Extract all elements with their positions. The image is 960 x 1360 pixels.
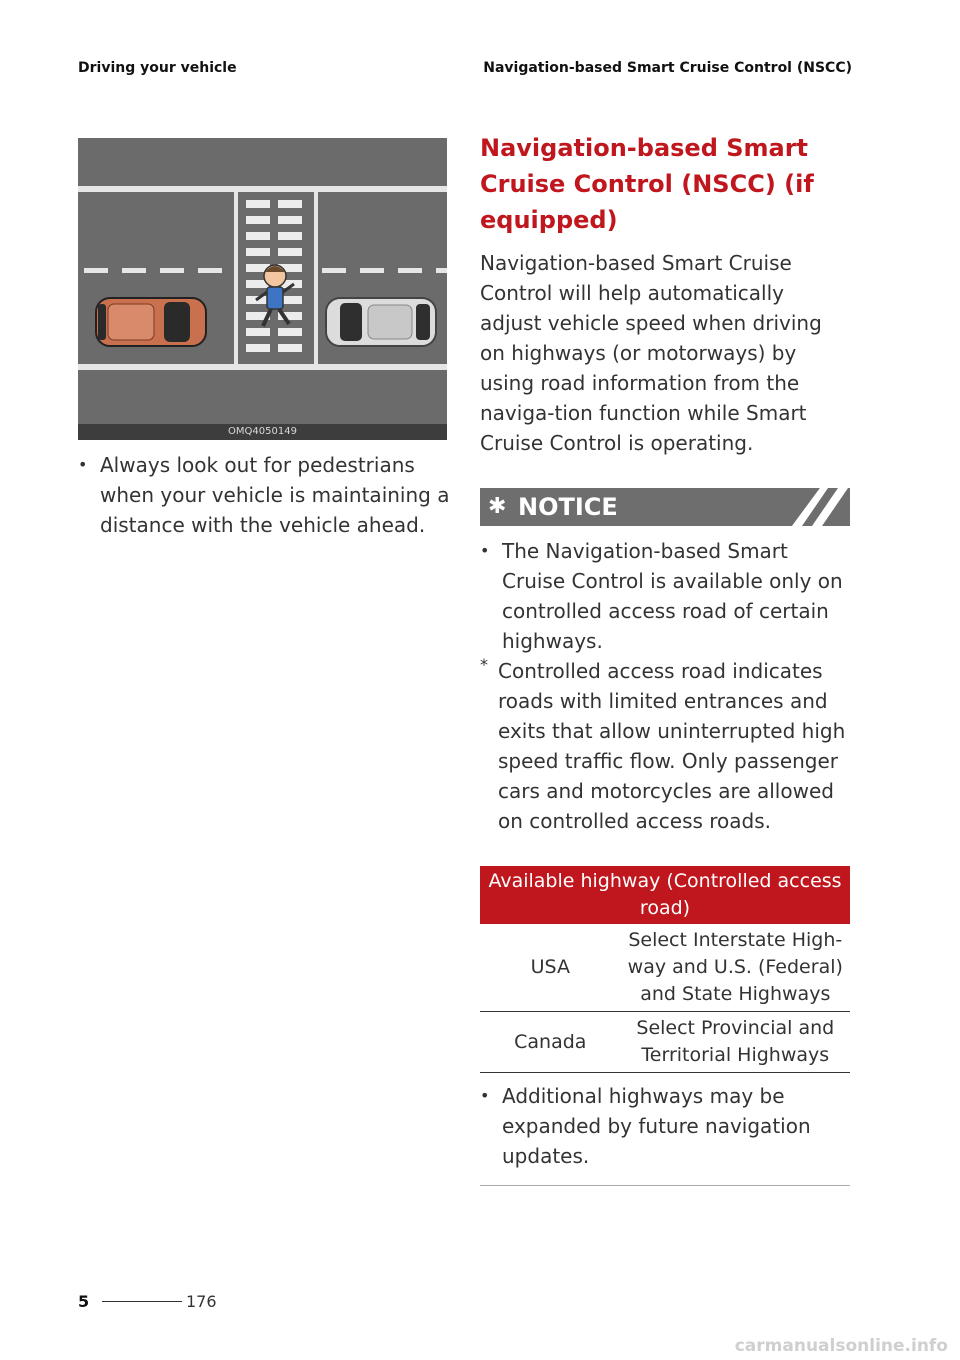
footer-page-number: 176 — [186, 1292, 217, 1311]
watermark-text: carmanualsonline.info — [734, 1336, 948, 1356]
footnote-mark: * — [480, 655, 488, 674]
road-edge-line-bottom — [78, 364, 447, 370]
other-car-icon — [326, 298, 436, 346]
notice-banner — [480, 488, 850, 526]
footer-divider — [102, 1301, 182, 1302]
notice-end-rule — [480, 1185, 850, 1186]
footer-section-number: 5 — [78, 1292, 90, 1311]
highway-table — [480, 866, 850, 1073]
footnote — [480, 656, 850, 836]
table-row — [480, 1012, 850, 1073]
stop-line-right — [314, 192, 318, 364]
table-cell-country: Canada — [480, 1012, 621, 1073]
notice-label: NOTICE — [518, 493, 618, 521]
section-title: Navigation-based Smart Cruise Control (NSCC) (if equipped) — [480, 134, 814, 234]
right-column — [480, 130, 850, 1186]
table-cell-country: USA — [480, 924, 621, 1012]
additional-highways-bullet: • Additional highways may be expanded by future navigation updates. — [480, 1081, 850, 1171]
crosswalk-illustration — [78, 138, 447, 440]
asterisk-icon: ✱ — [488, 494, 507, 519]
table-cell-highways: Select Interstate High-way and U.S. (Federal) and State Highways — [621, 924, 850, 1012]
footnote-text: Controlled access road indicates roads with limited entrances and exits that allow uninterrupted high speed traffic flow. Only passenger cars and motorcycles are allowed on controlled access roads. — [498, 659, 846, 833]
slash-stripes-icon — [792, 488, 850, 526]
table-row — [480, 924, 850, 1012]
table-cell-highways: Select Provincial and Territorial Highways — [621, 1012, 850, 1073]
pedestrian-warning-bullet: • Always look out for pedestrians when your vehicle is maintaining a distance with the vehicle ahead. — [78, 450, 450, 540]
running-header-section: Driving your vehicle — [78, 60, 237, 76]
left-column — [78, 450, 450, 540]
notice-bullet: • The Navigation-based Smart Cruise Control is available only on controlled access road of certain highways. — [480, 536, 850, 656]
stop-line-left — [234, 192, 238, 364]
intro-paragraph: Navigation-based Smart Cruise Control will help automatically adjust vehicle speed when driving on highways (or motorways) by using road information from the naviga-tion function while Smart Cruise Control is operating. — [480, 251, 822, 455]
figure-code: OMQ4050149 — [78, 424, 447, 440]
car-top-view-icon — [96, 298, 206, 346]
road-edge-line-top — [78, 186, 447, 192]
crosswalk-scene — [78, 138, 447, 440]
running-header-chapter: Navigation-based Smart Cruise Control (NSCC) — [483, 60, 852, 76]
table-header: Available highway (Controlled access road) — [480, 866, 850, 924]
